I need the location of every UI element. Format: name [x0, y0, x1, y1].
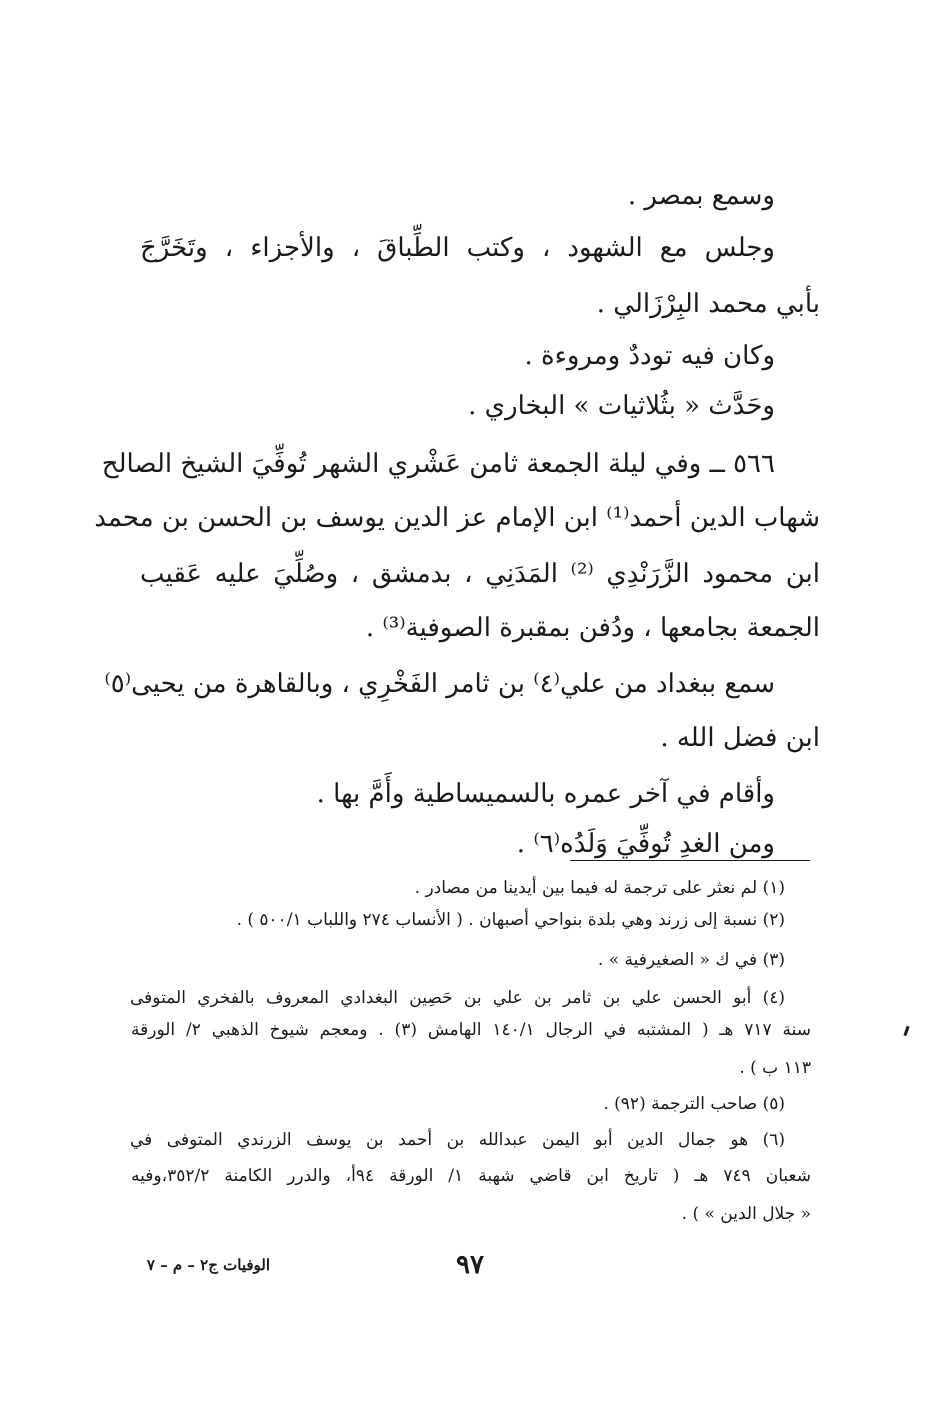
footnote-line: شعبان ٧٤٩ هـ ( تاريخ ابن قاضي شهبة ١/ الورقة ٩٤أ، والدرر الكامنة ٣٥٢/٢،وفيه: [131, 1166, 811, 1186]
page-number: ٩٧: [456, 1250, 484, 1280]
text-line: بأبي محمد البِرْزَالي .: [596, 289, 820, 319]
footnote-line: « جلال الدين » ) .: [681, 1204, 811, 1224]
main-text: [94, 170, 820, 859]
running-footer: الوفيات ج٢ – م – ٧: [146, 1256, 270, 1274]
text-line: وحَدَّث « بثُلاثيات » البخاري .: [468, 391, 775, 421]
footnote-line: ١١٣ ب ) .: [739, 1058, 811, 1078]
text-line: ابن محمود الزَّرَنْدِي ⁽²⁾ المَدَنِي ، بدمشق ، وصُلِّيَ عليه عَقيب: [140, 559, 820, 589]
text-line: وجلس مع الشهود ، وكتب الطِّباقَ ، والأجزاء ، وتَخَرَّجَ: [140, 233, 775, 263]
text-line: ابن فضل الله .: [660, 723, 820, 753]
text-line: ومن الغدِ تُوفِّيَ وَلَدُه⁽٦⁾ .: [516, 829, 775, 859]
footnote-line: (٣) في ك « الصغيرفية » .: [597, 950, 785, 970]
text-line: شهاب الدين أحمد⁽¹⁾ ابن الإمام عز الدين يوسف بن الحسن بن محمد: [94, 503, 820, 533]
text-line: وأقام في آخر عمره بالسميساطية وأَمَّ بها .: [316, 779, 775, 809]
entry-heading-line: ٥٦٦ ــ وفي ليلة الجمعة ثامن عَشْري الشهر تُوفِّيَ الشيخ الصالح: [101, 449, 775, 479]
text-line: وسمع بمصر .: [627, 181, 775, 211]
footnote-line: (٤) أبو الحسن علي بن ثامر بن علي بن حَصِين البغدادي المعروف بالفخري المتوفى: [130, 988, 785, 1008]
text-line: سمع ببغداد من علي⁽٤⁾ بن ثامر الفَخْرِي ، وبالقاهرة من يحيى⁽٥⁾: [104, 669, 775, 699]
text-line: الجمعة بجامعها ، ودُفن بمقبرة الصوفية⁽³⁾ .: [365, 613, 820, 643]
footnote-line: (٢) نسبة إلى زرند وهي بلدة بنواحي أصبهان . ( الأنساب ٢٧٤ واللباب ٥٠٠/١ ) .: [236, 910, 785, 930]
footnote-separator: [570, 860, 810, 861]
footnote-line: (٦) هو جمال الدين أبو اليمن عبدالله بن أحمد بن يوسف الزرندي المتوفى في: [130, 1130, 785, 1150]
margin-mark: [903, 1026, 909, 1036]
footnote-line: سنة ٧١٧ هـ ( المشتبه في الرجال ١٤٠/١ الهامش (٣) . ومعجم شيوخ الذهبي ٢/ الورقة: [131, 1020, 811, 1040]
footnote-line: (٥) صاحب الترجمة (٩٢) .: [603, 1094, 785, 1114]
footnote-line: (١) لم نعثر على ترجمة له فيما بين أيدينا من مصادر .: [414, 878, 785, 898]
text-line: وكان فيه توددٌ ومروءة .: [524, 341, 775, 371]
